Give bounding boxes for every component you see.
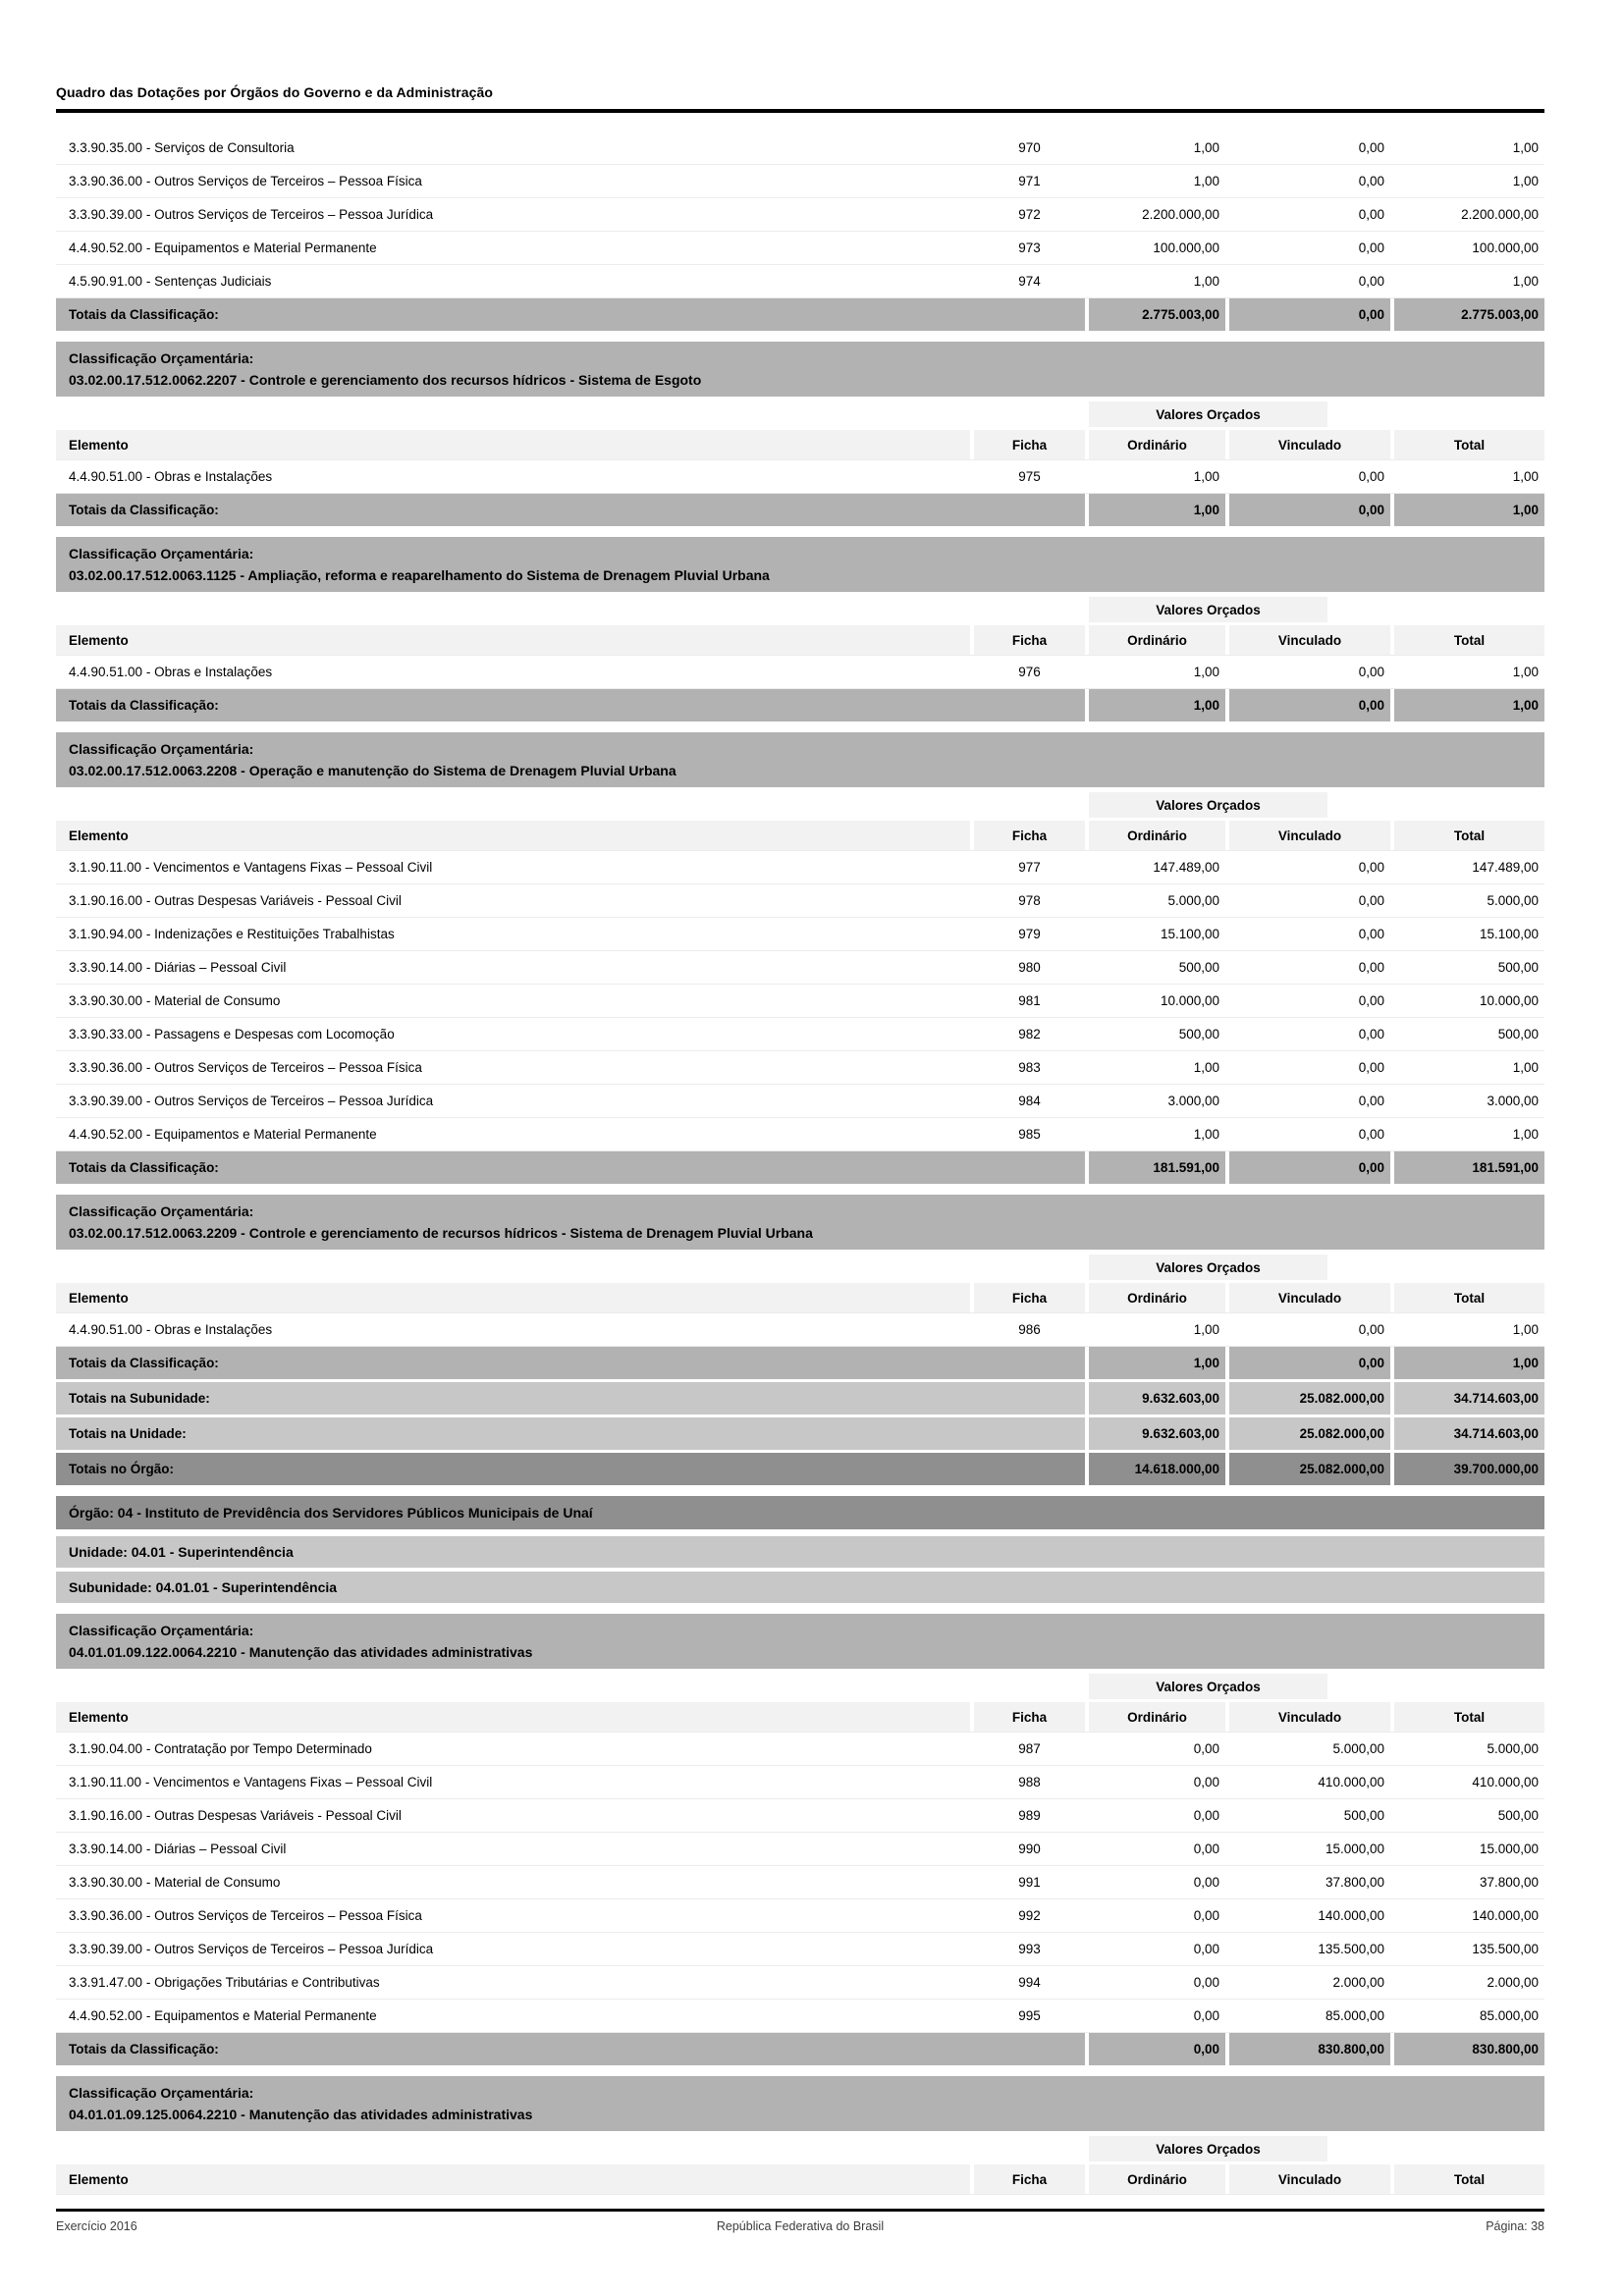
- table-row: [56, 1799, 1544, 1833]
- row-total: 1,00: [1512, 469, 1539, 484]
- classification-band: [56, 1614, 1544, 1669]
- row-ordinario: 0,00: [1193, 1842, 1219, 1856]
- table-row: [56, 884, 1544, 918]
- classification-caption: Classificação Orçamentária:: [69, 1203, 254, 1219]
- row-total: 2.200.000,00: [1461, 207, 1539, 222]
- row-ordinario: 147.489,00: [1153, 860, 1219, 875]
- row-elemento: 4.4.90.51.00 - Obras e Instalações: [69, 665, 273, 679]
- row-vinculado: 0,00: [1358, 140, 1384, 155]
- row-ficha: 991: [1018, 1875, 1041, 1890]
- row-elemento: 3.3.90.35.00 - Serviços de Consultoria: [69, 140, 295, 155]
- row-total: 100.000,00: [1472, 240, 1539, 255]
- row-vinculado: 0,00: [1358, 174, 1384, 188]
- row-vinculado: 37.800,00: [1325, 1875, 1384, 1890]
- row-elemento: 3.3.90.33.00 - Passagens e Despesas com Locomoção: [69, 1027, 395, 1041]
- row-elemento: 3.1.90.11.00 - Vencimentos e Vantagens Fixas – Pessoal Civil: [69, 860, 433, 875]
- row-ficha: 983: [1018, 1060, 1041, 1075]
- column-header-ficha: Ficha: [974, 2164, 1085, 2194]
- row-ordinario: 0,00: [1193, 1942, 1219, 1956]
- totals-row-unit: [56, 1417, 1544, 1450]
- totals-ordinario: 1,00: [1089, 689, 1225, 721]
- totals-row-organ: [56, 1453, 1544, 1485]
- totals-vinculado: 0,00: [1229, 1151, 1390, 1184]
- table-row: [56, 1766, 1544, 1799]
- column-header-elemento: Elemento: [56, 625, 970, 655]
- totals-row-classification: [56, 689, 1544, 721]
- row-vinculado: 0,00: [1358, 469, 1384, 484]
- valores-orcados-box: Valores Orçados: [1089, 1674, 1327, 1699]
- row-elemento: 3.1.90.94.00 - Indenizações e Restituições Trabalhistas: [69, 927, 395, 941]
- totals-vinculado: 0,00: [1229, 1347, 1390, 1379]
- row-vinculado: 0,00: [1358, 860, 1384, 875]
- column-header-elemento: Elemento: [56, 1702, 970, 1732]
- totals-label: Totais na Unidade:: [56, 1417, 1085, 1450]
- valores-orcados-box: Valores Orçados: [1089, 401, 1327, 427]
- row-ordinario: 1,00: [1193, 274, 1219, 289]
- table-row: [56, 460, 1544, 494]
- row-total: 410.000,00: [1472, 1775, 1539, 1789]
- row-elemento: 3.3.91.47.00 - Obrigações Tributárias e Contributivas: [69, 1975, 380, 1990]
- title-divider: [56, 109, 1544, 113]
- totals-total: 1,00: [1394, 1347, 1544, 1379]
- row-vinculado: 410.000,00: [1318, 1775, 1384, 1789]
- column-header-total: Total: [1394, 1283, 1544, 1312]
- row-elemento: 3.3.90.39.00 - Outros Serviços de Terceiros – Pessoa Jurídica: [69, 1942, 434, 1956]
- row-ficha: 987: [1018, 1741, 1041, 1756]
- table-row: [56, 1733, 1544, 1766]
- column-header-elemento: Elemento: [56, 2164, 970, 2194]
- row-ordinario: 1,00: [1193, 1060, 1219, 1075]
- row-elemento: 3.3.90.14.00 - Diárias – Pessoal Civil: [69, 1842, 287, 1856]
- totals-total: 1,00: [1394, 689, 1544, 721]
- totals-vinculado: 25.082.000,00: [1229, 1417, 1390, 1450]
- footer-divider: [56, 2209, 1544, 2212]
- row-vinculado: 0,00: [1358, 927, 1384, 941]
- row-ficha: 978: [1018, 893, 1041, 908]
- row-ficha: 975: [1018, 469, 1041, 484]
- row-ordinario: 500,00: [1178, 960, 1219, 975]
- row-total: 15.100,00: [1479, 927, 1539, 941]
- column-header-ordinario: Ordinário: [1089, 1283, 1225, 1312]
- table-row: [56, 985, 1544, 1018]
- column-header-row: [56, 1283, 1544, 1313]
- row-ficha: 981: [1018, 993, 1041, 1008]
- column-header-vinculado: Vinculado: [1229, 625, 1390, 655]
- table-row: [56, 1966, 1544, 2000]
- row-ficha: 994: [1018, 1975, 1041, 1990]
- column-header-total: Total: [1394, 430, 1544, 459]
- totals-ordinario: 1,00: [1089, 494, 1225, 526]
- row-elemento: 3.3.90.30.00 - Material de Consumo: [69, 1875, 281, 1890]
- row-elemento: 4.4.90.52.00 - Equipamentos e Material Permanente: [69, 2008, 377, 2023]
- row-total: 15.000,00: [1479, 1842, 1539, 1856]
- row-ficha: 990: [1018, 1842, 1041, 1856]
- totals-row-subunit: [56, 1382, 1544, 1415]
- column-header-row: [56, 1702, 1544, 1733]
- table-row: [56, 1118, 1544, 1151]
- classification-band: [56, 1195, 1544, 1250]
- row-vinculado: 0,00: [1358, 240, 1384, 255]
- totals-label: Totais da Classificação:: [56, 494, 1085, 526]
- row-elemento: 4.4.90.51.00 - Obras e Instalações: [69, 1322, 273, 1337]
- column-header-ordinario: Ordinário: [1089, 430, 1225, 459]
- valores-orcados-box: Valores Orçados: [1089, 792, 1327, 818]
- row-ordinario: 0,00: [1193, 1808, 1219, 1823]
- row-ordinario: 0,00: [1193, 1875, 1219, 1890]
- row-vinculado: 0,00: [1358, 1322, 1384, 1337]
- row-elemento: 4.4.90.52.00 - Equipamentos e Material Permanente: [69, 1127, 377, 1142]
- column-header-row: [56, 625, 1544, 656]
- row-ficha: 973: [1018, 240, 1041, 255]
- column-header-elemento: Elemento: [56, 430, 970, 459]
- column-header-elemento: Elemento: [56, 821, 970, 850]
- column-header-ordinario: Ordinário: [1089, 1702, 1225, 1732]
- table-row: [56, 2000, 1544, 2033]
- row-elemento: 3.3.90.36.00 - Outros Serviços de Terceiros – Pessoa Física: [69, 174, 422, 188]
- totals-row-classification: [56, 494, 1544, 526]
- organ-band: Órgão: 04 - Instituto de Previdência dos Servidores Públicos Municipais de Unaí: [56, 1496, 1544, 1529]
- totals-label: Totais da Classificação:: [56, 1347, 1085, 1379]
- row-ordinario: 100.000,00: [1153, 240, 1219, 255]
- table-row: [56, 132, 1544, 165]
- row-ficha: 992: [1018, 1908, 1041, 1923]
- row-ordinario: 1,00: [1193, 1127, 1219, 1142]
- row-elemento: 4.4.90.51.00 - Obras e Instalações: [69, 469, 273, 484]
- row-elemento: 4.4.90.52.00 - Equipamentos e Material Permanente: [69, 240, 377, 255]
- table-row: [56, 1018, 1544, 1051]
- column-header-vinculado: Vinculado: [1229, 430, 1390, 459]
- totals-row-classification: [56, 1151, 1544, 1184]
- classification-caption: Classificação Orçamentária:: [69, 350, 254, 366]
- row-elemento: 3.1.90.16.00 - Outras Despesas Variáveis - Pessoal Civil: [69, 1808, 402, 1823]
- row-elemento: 3.1.90.16.00 - Outras Despesas Variáveis - Pessoal Civil: [69, 893, 402, 908]
- column-header-total: Total: [1394, 625, 1544, 655]
- footer-center-text: República Federativa do Brasil: [716, 2219, 885, 2233]
- table-row: [56, 265, 1544, 298]
- totals-vinculado: 0,00: [1229, 689, 1390, 721]
- report-content: [56, 0, 1544, 2195]
- table-row: [56, 198, 1544, 232]
- totals-total: 1,00: [1394, 494, 1544, 526]
- row-total: 140.000,00: [1472, 1908, 1539, 1923]
- row-ordinario: 0,00: [1193, 1908, 1219, 1923]
- classification-band: [56, 732, 1544, 787]
- column-header-row: [56, 821, 1544, 851]
- classification-band: [56, 537, 1544, 592]
- row-elemento: 3.1.90.04.00 - Contratação por Tempo Determinado: [69, 1741, 372, 1756]
- totals-vinculado: 830.800,00: [1229, 2033, 1390, 2065]
- row-ordinario: 1,00: [1193, 140, 1219, 155]
- row-ordinario: 3.000,00: [1167, 1094, 1219, 1108]
- totals-ordinario: 9.632.603,00: [1089, 1417, 1225, 1450]
- column-header-elemento: Elemento: [56, 1283, 970, 1312]
- row-total: 2.000,00: [1487, 1975, 1539, 1990]
- row-ficha: 989: [1018, 1808, 1041, 1823]
- row-vinculado: 500,00: [1343, 1808, 1384, 1823]
- row-elemento: 3.3.90.14.00 - Diárias – Pessoal Civil: [69, 960, 287, 975]
- row-ordinario: 15.100,00: [1160, 927, 1219, 941]
- row-ficha: 972: [1018, 207, 1041, 222]
- row-elemento: 4.5.90.91.00 - Sentenças Judiciais: [69, 274, 272, 289]
- column-header-ficha: Ficha: [974, 1283, 1085, 1312]
- classification-code: 04.01.01.09.122.0064.2210 - Manutenção das atividades administrativas: [69, 1644, 533, 1660]
- column-header-total: Total: [1394, 2164, 1544, 2194]
- row-vinculado: 15.000,00: [1325, 1842, 1384, 1856]
- row-vinculado: 0,00: [1358, 207, 1384, 222]
- totals-label: Totais da Classificação:: [56, 1151, 1085, 1184]
- row-ordinario: 0,00: [1193, 2008, 1219, 2023]
- classification-code: 03.02.00.17.512.0063.2208 - Operação e manutenção do Sistema de Drenagem Pluvial Urbana: [69, 763, 676, 778]
- column-header-total: Total: [1394, 821, 1544, 850]
- totals-ordinario: 181.591,00: [1089, 1151, 1225, 1184]
- table-row: [56, 1085, 1544, 1118]
- totals-label: Totais na Subunidade:: [56, 1382, 1085, 1415]
- unit-band: Unidade: 04.01 - Superintendência: [56, 1536, 1544, 1568]
- valores-orcados-box: Valores Orçados: [1089, 597, 1327, 622]
- row-ficha: 976: [1018, 665, 1041, 679]
- table-row: [56, 1833, 1544, 1866]
- totals-total: 830.800,00: [1394, 2033, 1544, 2065]
- row-total: 3.000,00: [1487, 1094, 1539, 1108]
- row-total: 1,00: [1512, 274, 1539, 289]
- column-header-ordinario: Ordinário: [1089, 821, 1225, 850]
- classification-caption: Classificação Orçamentária:: [69, 1623, 254, 1638]
- row-vinculado: 0,00: [1358, 893, 1384, 908]
- totals-label: Totais da Classificação:: [56, 689, 1085, 721]
- classification-code: 03.02.00.17.512.0063.2209 - Controle e gerenciamento de recursos hídricos - Sistema de Drenagem Pluvial Urbana: [69, 1225, 813, 1241]
- row-ficha: 980: [1018, 960, 1041, 975]
- row-ficha: 982: [1018, 1027, 1041, 1041]
- page-footer: [56, 2209, 1544, 2233]
- totals-vinculado: 25.082.000,00: [1229, 1382, 1390, 1415]
- row-ordinario: 1,00: [1193, 174, 1219, 188]
- column-header-row: [56, 430, 1544, 460]
- table-row: [56, 1051, 1544, 1085]
- row-ficha: 984: [1018, 1094, 1041, 1108]
- report-body: [56, 132, 1544, 2195]
- classification-code: 03.02.00.17.512.0062.2207 - Controle e gerenciamento dos recursos hídricos - Sistema de Esgoto: [69, 372, 702, 388]
- row-vinculado: 0,00: [1358, 274, 1384, 289]
- row-total: 5.000,00: [1487, 1741, 1539, 1756]
- row-elemento: 3.1.90.11.00 - Vencimentos e Vantagens Fixas – Pessoal Civil: [69, 1775, 433, 1789]
- row-ordinario: 2.200.000,00: [1142, 207, 1219, 222]
- row-vinculado: 0,00: [1358, 665, 1384, 679]
- row-vinculado: 0,00: [1358, 1027, 1384, 1041]
- row-total: 1,00: [1512, 1322, 1539, 1337]
- footer-exercise-label: Exercício 2016: [56, 2219, 137, 2233]
- column-header-ordinario: Ordinário: [1089, 625, 1225, 655]
- row-total: 37.800,00: [1479, 1875, 1539, 1890]
- page-title: Quadro das Dotações por Órgãos do Governo e da Administração: [56, 84, 494, 100]
- row-vinculado: 0,00: [1358, 1094, 1384, 1108]
- row-ficha: 995: [1018, 2008, 1041, 2023]
- row-total: 135.500,00: [1472, 1942, 1539, 1956]
- totals-ordinario: 9.632.603,00: [1089, 1382, 1225, 1415]
- footer-page-number: Página: 38: [1486, 2219, 1544, 2233]
- column-header-vinculado: Vinculado: [1229, 2164, 1390, 2194]
- column-header-ficha: Ficha: [974, 821, 1085, 850]
- table-row: [56, 951, 1544, 985]
- classification-caption: Classificação Orçamentária:: [69, 546, 254, 561]
- row-ordinario: 1,00: [1193, 469, 1219, 484]
- column-header-vinculado: Vinculado: [1229, 1702, 1390, 1732]
- row-total: 85.000,00: [1479, 2008, 1539, 2023]
- column-header-ordinario: Ordinário: [1089, 2164, 1225, 2194]
- row-total: 500,00: [1497, 960, 1539, 975]
- table-row: [56, 918, 1544, 951]
- row-ficha: 979: [1018, 927, 1041, 941]
- row-ficha: 971: [1018, 174, 1041, 188]
- totals-vinculado: 0,00: [1229, 298, 1390, 331]
- row-total: 1,00: [1512, 1127, 1539, 1142]
- row-ordinario: 0,00: [1193, 1741, 1219, 1756]
- totals-vinculado: 25.082.000,00: [1229, 1453, 1390, 1485]
- row-total: 1,00: [1512, 1060, 1539, 1075]
- valores-orcados-box: Valores Orçados: [1089, 1255, 1327, 1280]
- totals-total: 34.714.603,00: [1394, 1382, 1544, 1415]
- footer-texts: [56, 2219, 1544, 2233]
- row-vinculado: 0,00: [1358, 1127, 1384, 1142]
- row-ordinario: 500,00: [1178, 1027, 1219, 1041]
- row-elemento: 3.3.90.30.00 - Material de Consumo: [69, 993, 281, 1008]
- row-ficha: 970: [1018, 140, 1041, 155]
- row-elemento: 3.3.90.36.00 - Outros Serviços de Terceiros – Pessoa Física: [69, 1908, 422, 1923]
- totals-label: Totais da Classificação:: [56, 298, 1085, 331]
- classification-band: [56, 342, 1544, 397]
- column-header-vinculado: Vinculado: [1229, 821, 1390, 850]
- table-row: [56, 165, 1544, 198]
- row-vinculado: 135.500,00: [1318, 1942, 1384, 1956]
- row-ordinario: 10.000,00: [1160, 993, 1219, 1008]
- row-vinculado: 0,00: [1358, 960, 1384, 975]
- row-ficha: 985: [1018, 1127, 1041, 1142]
- totals-total: 34.714.603,00: [1394, 1417, 1544, 1450]
- totals-label: Totais no Órgão:: [56, 1453, 1085, 1485]
- table-row: [56, 1933, 1544, 1966]
- row-total: 1,00: [1512, 174, 1539, 188]
- row-ordinario: 0,00: [1193, 1975, 1219, 1990]
- column-header-ficha: Ficha: [974, 430, 1085, 459]
- totals-row-classification: [56, 298, 1544, 331]
- totals-total: 181.591,00: [1394, 1151, 1544, 1184]
- table-row: [56, 1313, 1544, 1347]
- row-ficha: 993: [1018, 1942, 1041, 1956]
- totals-ordinario: 0,00: [1089, 2033, 1225, 2065]
- classification-caption: Classificação Orçamentária:: [69, 2085, 254, 2101]
- row-ordinario: 5.000,00: [1167, 893, 1219, 908]
- column-header-vinculado: Vinculado: [1229, 1283, 1390, 1312]
- row-total: 1,00: [1512, 665, 1539, 679]
- row-total: 5.000,00: [1487, 893, 1539, 908]
- row-elemento: 3.3.90.39.00 - Outros Serviços de Terceiros – Pessoa Jurídica: [69, 1094, 434, 1108]
- row-elemento: 3.3.90.39.00 - Outros Serviços de Terceiros – Pessoa Jurídica: [69, 207, 434, 222]
- row-vinculado: 2.000,00: [1332, 1975, 1384, 1990]
- totals-total: 39.700.000,00: [1394, 1453, 1544, 1485]
- totals-ordinario: 14.618.000,00: [1089, 1453, 1225, 1485]
- table-row: [56, 851, 1544, 884]
- row-total: 500,00: [1497, 1027, 1539, 1041]
- table-row: [56, 1899, 1544, 1933]
- row-total: 500,00: [1497, 1808, 1539, 1823]
- subunit-band: Subunidade: 04.01.01 - Superintendência: [56, 1572, 1544, 1603]
- column-header-ficha: Ficha: [974, 625, 1085, 655]
- row-vinculado: 140.000,00: [1318, 1908, 1384, 1923]
- totals-row-classification: [56, 1347, 1544, 1379]
- column-header-ficha: Ficha: [974, 1702, 1085, 1732]
- totals-vinculado: 0,00: [1229, 494, 1390, 526]
- row-vinculado: 0,00: [1358, 1060, 1384, 1075]
- totals-label: Totais da Classificação:: [56, 2033, 1085, 2065]
- row-ficha: 986: [1018, 1322, 1041, 1337]
- row-ficha: 974: [1018, 274, 1041, 289]
- classification-code: 04.01.01.09.125.0064.2210 - Manutenção das atividades administrativas: [69, 2107, 533, 2122]
- totals-total: 2.775.003,00: [1394, 298, 1544, 331]
- table-row: [56, 656, 1544, 689]
- totals-ordinario: 2.775.003,00: [1089, 298, 1225, 331]
- table-row: [56, 1866, 1544, 1899]
- valores-orcados-box: Valores Orçados: [1089, 2136, 1327, 2162]
- column-header-total: Total: [1394, 1702, 1544, 1732]
- row-vinculado: 5.000,00: [1332, 1741, 1384, 1756]
- row-elemento: 3.3.90.36.00 - Outros Serviços de Terceiros – Pessoa Física: [69, 1060, 422, 1075]
- totals-row-classification: [56, 2033, 1544, 2065]
- row-vinculado: 0,00: [1358, 993, 1384, 1008]
- row-ordinario: 1,00: [1193, 665, 1219, 679]
- classification-band: [56, 2076, 1544, 2131]
- row-ordinario: 1,00: [1193, 1322, 1219, 1337]
- row-total: 1,00: [1512, 140, 1539, 155]
- column-header-row: [56, 2164, 1544, 2195]
- totals-ordinario: 1,00: [1089, 1347, 1225, 1379]
- row-total: 10.000,00: [1479, 993, 1539, 1008]
- row-ficha: 988: [1018, 1775, 1041, 1789]
- classification-code: 03.02.00.17.512.0063.1125 - Ampliação, reforma e reaparelhamento do Sistema de Drenagem Pluvial Urbana: [69, 567, 770, 583]
- row-ordinario: 0,00: [1193, 1775, 1219, 1789]
- row-total: 147.489,00: [1472, 860, 1539, 875]
- table-row: [56, 232, 1544, 265]
- row-vinculado: 85.000,00: [1325, 2008, 1384, 2023]
- classification-caption: Classificação Orçamentária:: [69, 741, 254, 757]
- row-ficha: 977: [1018, 860, 1041, 875]
